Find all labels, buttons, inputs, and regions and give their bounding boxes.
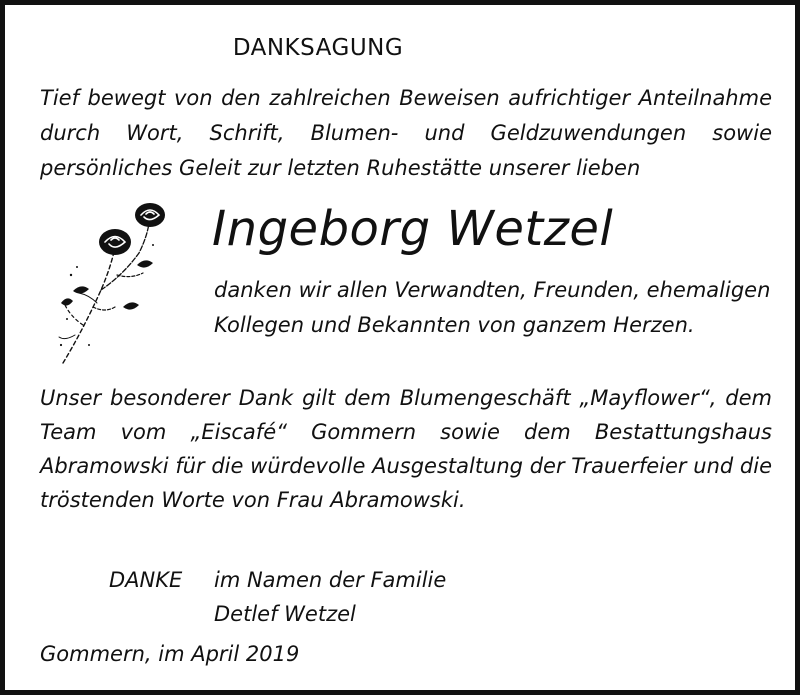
danke-label: DANKE xyxy=(109,568,183,592)
signer-name: Detlef Wetzel xyxy=(214,602,356,626)
thanks-paragraph: danken wir allen Verwandten, Freunden, ehemaligen Kollegen und Bekannten von ganzem Herzen. xyxy=(214,278,771,337)
special-thanks-paragraph: Unser besonderer Dank gilt dem Blumengeschäft „Mayflower“, dem Team vom „Eiscafé“ Gommern sowie dem Bestattungshaus Abramowski für die würdevolle Ausgestaltung der Trauerfeier und die tröstenden Worte von Frau Abramowski. xyxy=(40,386,772,512)
notice-heading: DANKSAGUNG xyxy=(232,35,404,61)
place-date: Gommern, im April 2019 xyxy=(40,642,300,666)
family-line: im Namen der Familie xyxy=(214,568,447,592)
intro-paragraph: Tief bewegt von den zahlreichen Beweisen aufrichtiger Anteilnahme durch Wort, Schrift, Blumen- und Geldzuwendungen sowie persönliches Geleit zur letzten Ruhestätte unserer lieben xyxy=(40,86,772,180)
deceased-name: Ingeborg Wetzel xyxy=(212,201,614,257)
roses-icon xyxy=(53,195,173,370)
signature-block xyxy=(214,563,446,631)
